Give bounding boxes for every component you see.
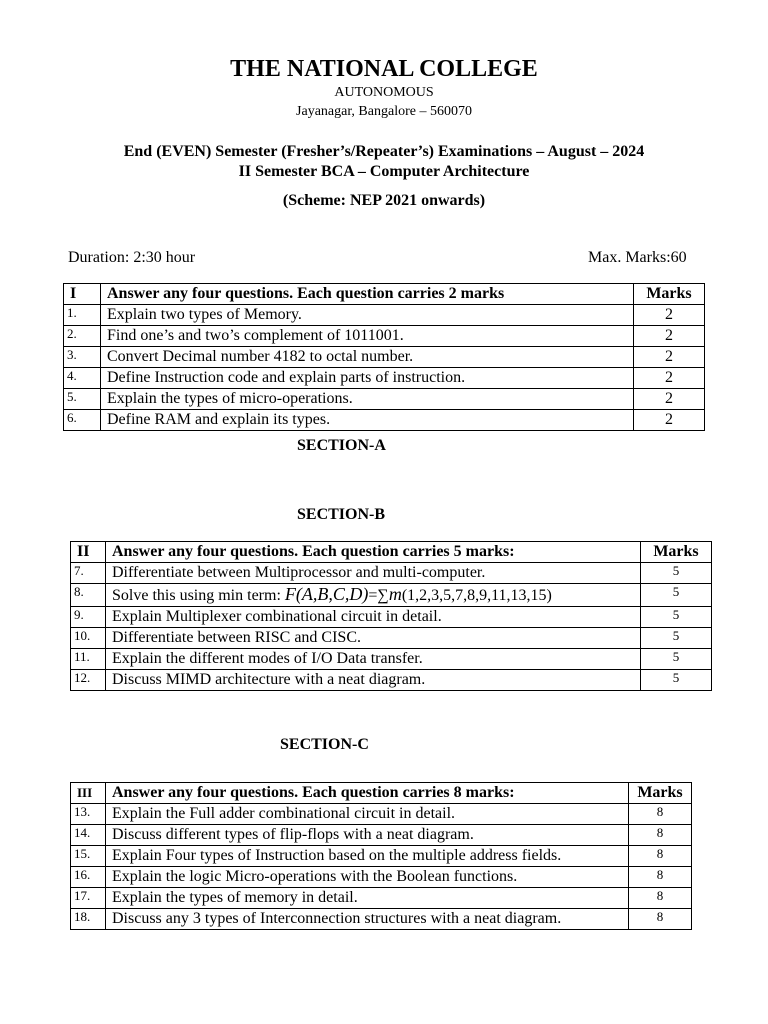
question-marks: 2 — [634, 347, 705, 368]
question-text: Explain the Full adder combinational circuit in detail. — [106, 804, 629, 825]
question-number: 5. — [64, 389, 101, 410]
question-marks: 8 — [629, 804, 692, 825]
question-text: Explain the different modes of I/O Data transfer. — [106, 649, 641, 670]
table-row — [71, 825, 692, 846]
table-row — [71, 563, 712, 584]
formula-equals-sum: =∑ — [368, 587, 389, 604]
table-row — [71, 867, 692, 888]
question-marks: 5 — [641, 607, 712, 628]
question-text: Convert Decimal number 4182 to octal number. — [101, 347, 634, 368]
section-a-heading: SECTION-A — [297, 437, 386, 454]
table-row — [71, 909, 692, 930]
part-label: III — [71, 783, 106, 804]
marks-header: Marks — [634, 284, 705, 305]
table-row — [71, 628, 712, 649]
scheme-label: (Scheme: NEP 2021 onwards) — [282, 192, 486, 209]
formula-terms: (1,2,3,5,7,8,9,11,13,15) — [401, 587, 552, 604]
table-row — [64, 368, 705, 389]
question-number: 1. — [64, 305, 101, 326]
question-text: Discuss MIMD architecture with a neat diagram. — [106, 670, 641, 691]
question-text: Explain two types of Memory. — [101, 305, 634, 326]
table-row — [64, 305, 705, 326]
part-instruction: Answer any four questions. Each question carries 8 marks: — [106, 783, 629, 804]
question-number: 18. — [71, 909, 106, 930]
question-number: 4. — [64, 368, 101, 389]
question-marks: 2 — [634, 368, 705, 389]
part2-question-table — [70, 541, 712, 691]
question-text: Explain Multiplexer combinational circuit in detail. — [106, 607, 641, 628]
part-label: I — [64, 284, 101, 305]
formula-function: F(A,B,C,D) — [284, 584, 369, 604]
table-row — [71, 888, 692, 909]
question-marks: 5 — [641, 584, 712, 607]
part-label: II — [71, 542, 106, 563]
part-instruction: Answer any four questions. Each question carries 2 marks — [101, 284, 634, 305]
question-number: 16. — [71, 867, 106, 888]
part3-question-table — [70, 782, 692, 930]
table-header-row — [71, 783, 692, 804]
question-number: 9. — [71, 607, 106, 628]
section-b-heading: SECTION-B — [297, 506, 386, 523]
college-address: Jayanagar, Bangalore – 560070 — [296, 104, 472, 119]
marks-header: Marks — [629, 783, 692, 804]
question-marks: 8 — [629, 888, 692, 909]
question-marks: 5 — [641, 628, 712, 649]
question-number: 17. — [71, 888, 106, 909]
table-row — [71, 607, 712, 628]
part-instruction: Answer any four questions. Each question carries 5 marks: — [106, 542, 641, 563]
duration-label: Duration: 2:30 hour — [68, 249, 196, 266]
question-text: Explain Four types of Instruction based on the multiple address fields. — [106, 846, 629, 867]
question-number: 15. — [71, 846, 106, 867]
question-text: Explain the types of micro-operations. — [101, 389, 634, 410]
college-name: THE NATIONAL COLLEGE — [230, 56, 538, 82]
formula-minterm: m — [388, 584, 402, 604]
question-marks: 2 — [634, 389, 705, 410]
subject-title: II Semester BCA – Computer Architecture — [238, 163, 530, 180]
question-number: 11. — [71, 649, 106, 670]
table-row — [71, 584, 712, 607]
question-marks: 2 — [634, 305, 705, 326]
question-number: 10. — [71, 628, 106, 649]
question-number: 13. — [71, 804, 106, 825]
question-marks: 5 — [641, 563, 712, 584]
question-marks: 5 — [641, 670, 712, 691]
question-number: 14. — [71, 825, 106, 846]
table-header-row — [71, 542, 712, 563]
question-marks: 8 — [629, 825, 692, 846]
max-marks-label: Max. Marks:60 — [588, 249, 687, 266]
question-text: Define RAM and explain its types. — [101, 410, 634, 431]
question-number: 7. — [71, 563, 106, 584]
table-row — [64, 389, 705, 410]
question-text: Discuss any 3 types of Interconnection structures with a neat diagram. — [106, 909, 629, 930]
section-c-heading: SECTION-C — [280, 736, 369, 753]
question-marks: 8 — [629, 846, 692, 867]
question-text: Discuss different types of flip-flops with a neat diagram. — [106, 825, 629, 846]
question-number: 8. — [71, 584, 106, 607]
question-number: 6. — [64, 410, 101, 431]
exam-title: End (EVEN) Semester (Fresher’s/Repeater’s) Examinations – August – 2024 — [123, 143, 645, 160]
question-marks: 8 — [629, 909, 692, 930]
question-marks: 8 — [629, 867, 692, 888]
autonomous-label: AUTONOMOUS — [334, 85, 434, 100]
table-row — [71, 846, 692, 867]
table-row — [64, 326, 705, 347]
question-text: Define Instruction code and explain parts of instruction. — [101, 368, 634, 389]
question-marks: 2 — [634, 326, 705, 347]
question-prefix: Solve this using min term: — [112, 587, 285, 604]
question-text: Explain the logic Micro-operations with the Boolean functions. — [106, 867, 629, 888]
question-marks: 5 — [641, 649, 712, 670]
table-row — [71, 804, 692, 825]
question-marks: 2 — [634, 410, 705, 431]
table-row — [71, 649, 712, 670]
table-row — [64, 347, 705, 368]
question-text — [106, 584, 641, 607]
marks-header: Marks — [641, 542, 712, 563]
table-row — [71, 670, 712, 691]
question-number: 12. — [71, 670, 106, 691]
question-number: 3. — [64, 347, 101, 368]
question-number: 2. — [64, 326, 101, 347]
question-text: Differentiate between RISC and CISC. — [106, 628, 641, 649]
question-text: Differentiate between Multiprocessor and multi-computer. — [106, 563, 641, 584]
question-text: Find one’s and two’s complement of 1011001. — [101, 326, 634, 347]
table-header-row — [64, 284, 705, 305]
question-text: Explain the types of memory in detail. — [106, 888, 629, 909]
part1-question-table — [63, 283, 705, 431]
table-row — [64, 410, 705, 431]
